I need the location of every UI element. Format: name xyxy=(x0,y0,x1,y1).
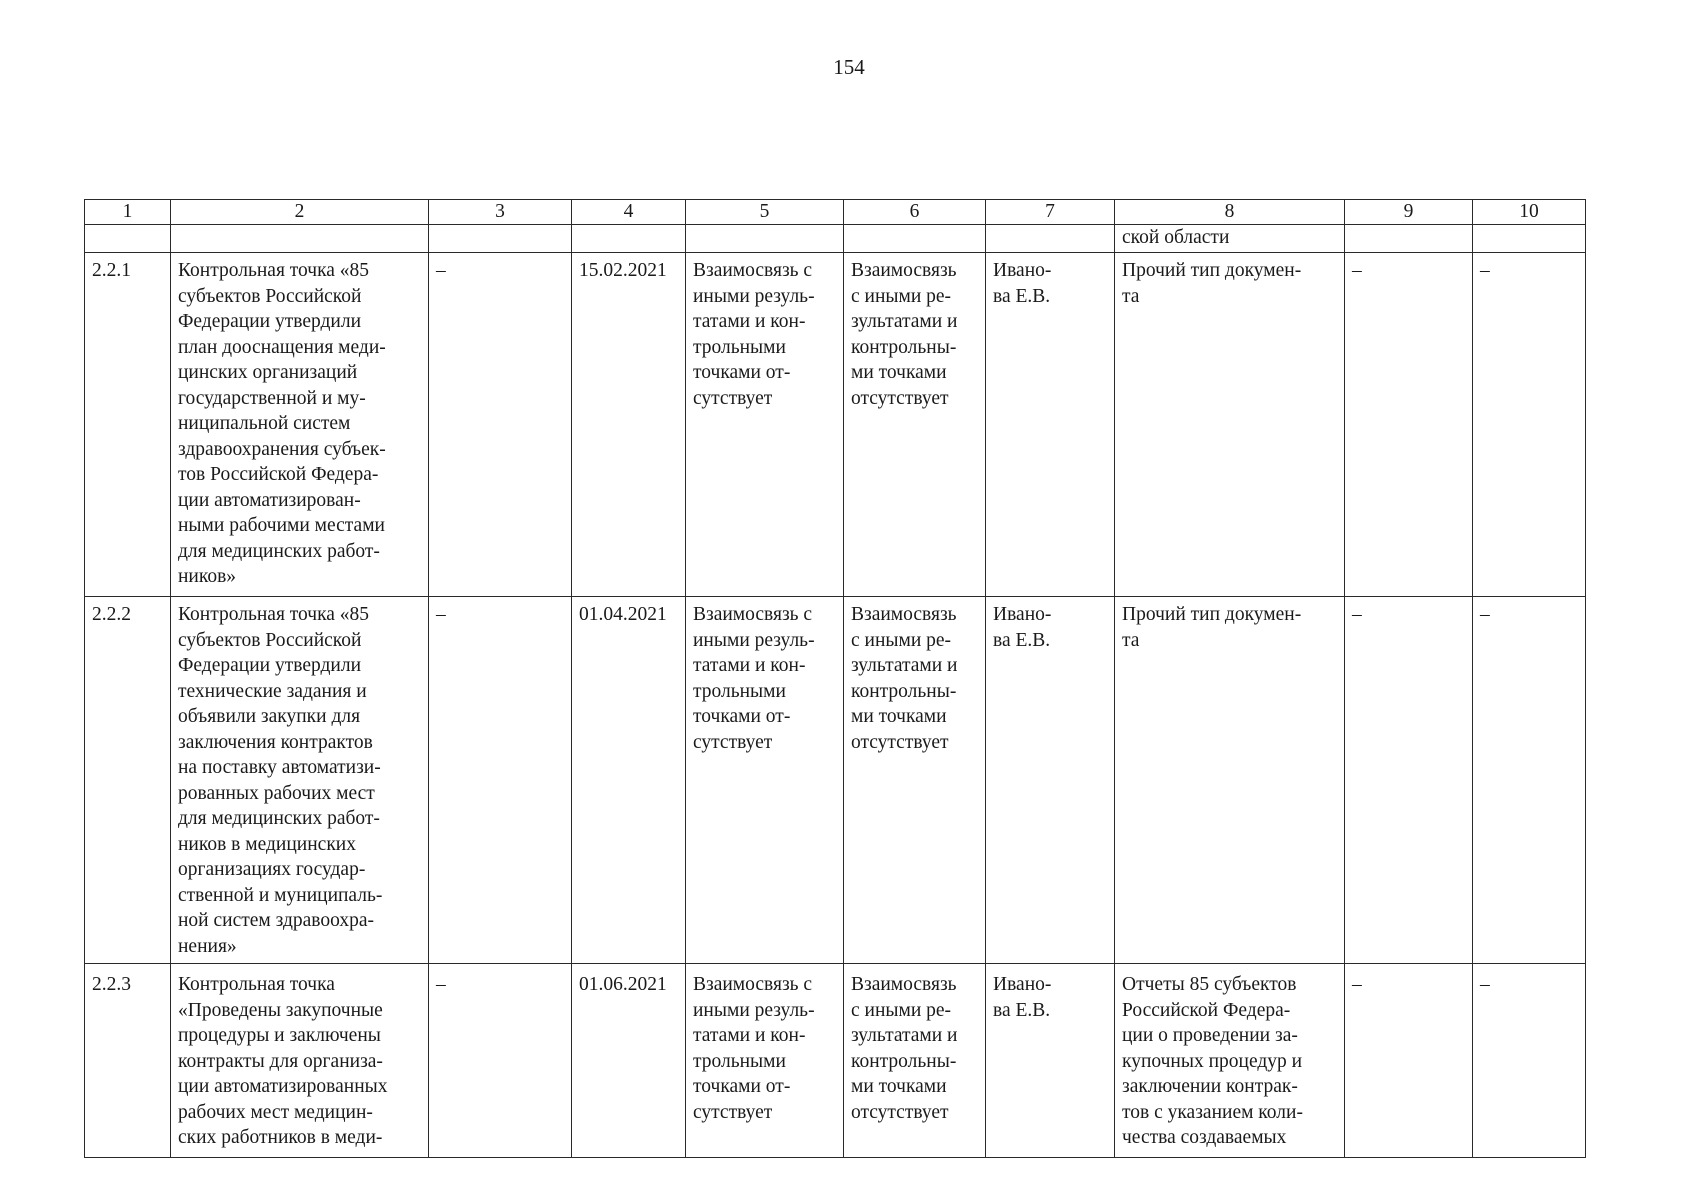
responsible-cell: Ивано- ва Е.В. xyxy=(986,597,1115,964)
table-cell: – xyxy=(429,964,572,1158)
item-number-cell: 2.2.1 xyxy=(85,253,171,597)
table-row xyxy=(85,964,1586,1158)
item-number-cell: 2.2.3 xyxy=(85,964,171,1158)
document-type-cell: ской области xyxy=(1115,225,1345,253)
column-number-cell: 6 xyxy=(844,200,986,225)
table-cell: – xyxy=(1345,597,1473,964)
description-cell: Контрольная точка «Проведены закупочные процедуры и заключены контракты для организа- ции автоматизированных рабочих мест медицин- ских работников в меди- xyxy=(171,964,429,1158)
table-cell xyxy=(844,225,986,253)
relation-cell: Взаимосвязь с иными ре- зультатами и контрольны- ми точками отсутствует xyxy=(844,597,986,964)
table-cell: – xyxy=(1345,253,1473,597)
table-cell: – xyxy=(429,597,572,964)
column-number-cell: 3 xyxy=(429,200,572,225)
table-cell: – xyxy=(1473,253,1586,597)
table-cell: – xyxy=(1473,597,1586,964)
column-number-cell: 7 xyxy=(986,200,1115,225)
column-number-cell: 5 xyxy=(686,200,844,225)
relation-cell: Взаимосвязь с иными ре- зультатами и контрольны- ми точками отсутствует xyxy=(844,253,986,597)
responsible-cell: Ивано- ва Е.В. xyxy=(986,964,1115,1158)
column-number-cell: 1 xyxy=(85,200,171,225)
table-cell: – xyxy=(1473,964,1586,1158)
table-cell xyxy=(1473,225,1586,253)
table-cell: – xyxy=(1345,964,1473,1158)
column-number-cell: 4 xyxy=(572,200,686,225)
table-cell: – xyxy=(429,253,572,597)
column-number-cell: 2 xyxy=(171,200,429,225)
column-number-cell: 10 xyxy=(1473,200,1586,225)
description-cell: Контрольная точка «85 субъектов Российской Федерации утвердили план дооснащения меди- цинских организаций государственной и му- ниципальной систем здравоохранения субъек- тов Российской Федера- ции автоматизирован- ными рабочими местами для медицинских работ- ников» xyxy=(171,253,429,597)
relation-cell: Взаимосвязь с иными ре- зультатами и контрольны- ми точками отсутствует xyxy=(844,964,986,1158)
table-cell xyxy=(429,225,572,253)
page-number-text: 154 xyxy=(833,55,865,79)
document-type-cell: Прочий тип докумен- та xyxy=(1115,253,1345,597)
relation-cell: Взаимосвязь с иными резуль- татами и кон- трольными точками от- сутствует xyxy=(686,253,844,597)
table-cell xyxy=(1345,225,1473,253)
description-cell: Контрольная точка «85 субъектов Российской Федерации утвердили технические задания и объявили закупки для заключения контрактов на поставку автоматизи- рованных рабочих мест для медицинских работ- ников в медицинских организациях государ- ственной и муниципаль- ной систем здравоохра- нения» xyxy=(171,597,429,964)
relation-cell: Взаимосвязь с иными резуль- татами и кон- трольными точками от- сутствует xyxy=(686,964,844,1158)
date-cell: 01.06.2021 xyxy=(572,964,686,1158)
date-cell: 15.02.2021 xyxy=(572,253,686,597)
item-number-cell: 2.2.2 xyxy=(85,597,171,964)
table-row xyxy=(85,597,1586,964)
relation-cell: Взаимосвязь с иными резуль- татами и кон- трольными точками от- сутствует xyxy=(686,597,844,964)
table-cell xyxy=(686,225,844,253)
table-cell xyxy=(85,225,171,253)
column-number-cell: 9 xyxy=(1345,200,1473,225)
document-type-cell: Прочий тип докумен- та xyxy=(1115,597,1345,964)
table-row xyxy=(85,253,1586,597)
responsible-cell: Ивано- ва Е.В. xyxy=(986,253,1115,597)
table-cell xyxy=(171,225,429,253)
document-type-cell: Отчеты 85 субъектов Российской Федера- ции о проведении за- купочных процедур и заключении контрак- тов с указанием коли- чества создаваемых xyxy=(1115,964,1345,1158)
page-number xyxy=(0,55,1696,80)
column-number-cell: 8 xyxy=(1115,200,1345,225)
table-cell xyxy=(572,225,686,253)
plan-table xyxy=(84,199,1586,1158)
table-cell xyxy=(986,225,1115,253)
continuation-row xyxy=(85,225,1586,253)
column-number-row xyxy=(85,200,1586,225)
date-cell: 01.04.2021 xyxy=(572,597,686,964)
